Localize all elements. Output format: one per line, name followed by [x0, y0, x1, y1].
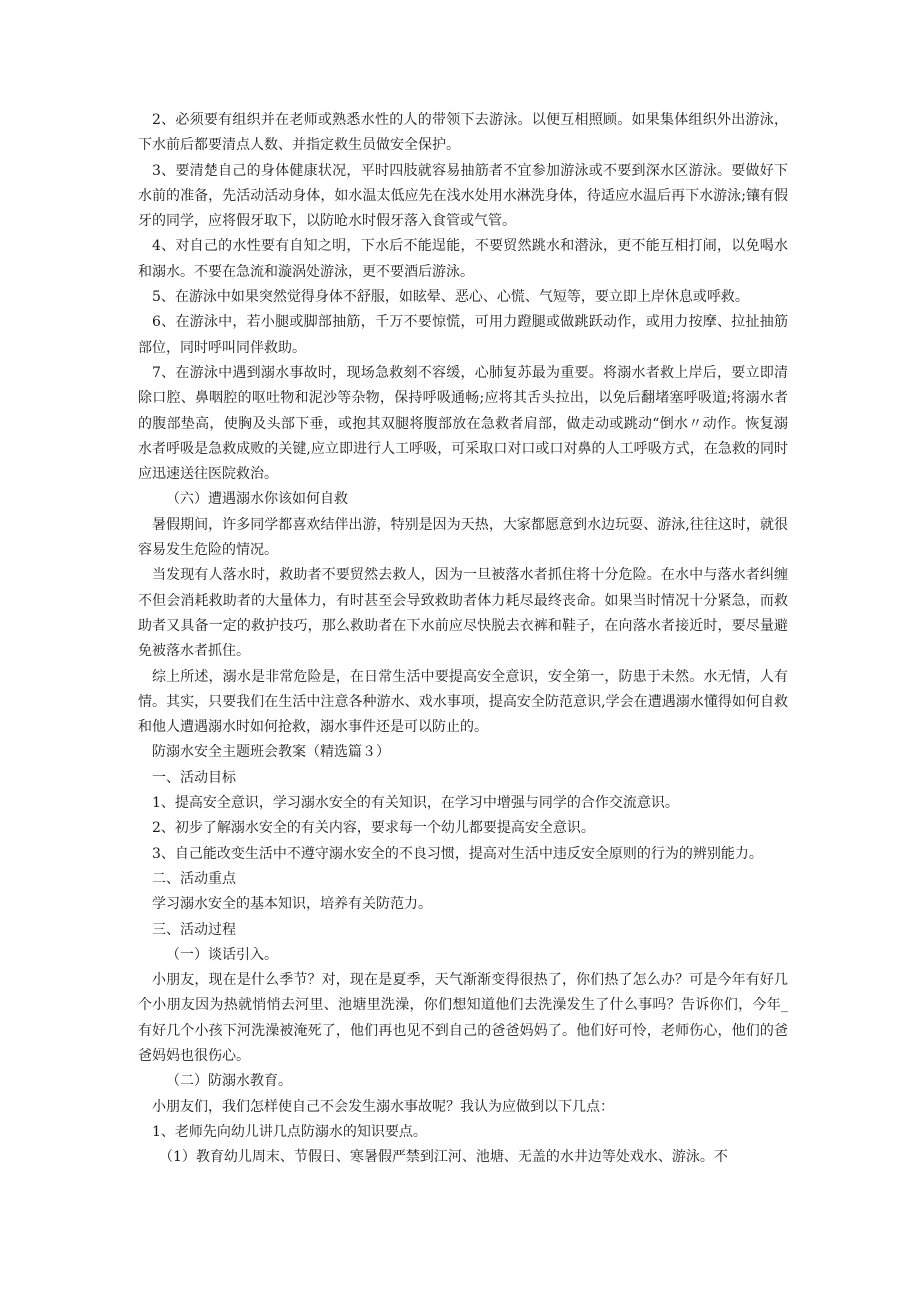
- paragraph: 学习溺水安全的基本知识，培养有关防范力。: [152, 896, 432, 913]
- section-heading: （一）谈话引入。: [166, 946, 278, 963]
- paragraph: 6、在游泳中，若小腿或脚部抽筋，千万不要惊慌，可用力蹬腿或做跳跃动作，或用力按摩、拉扯抽筋部位，同时呼叫同伴救助。: [138, 314, 788, 356]
- paragraph: 3、自己能改变生活中不遵守溺水安全的不良习惯，提高对生活中违反安全原则的行为的辨别能力。: [152, 845, 763, 862]
- paragraph: 4、对自己的水性要有自知之明，下水后不能逞能，不要贸然跳水和潜泳，更不能互相打闹，以免喝水和溺水。不要在急流和漩涡处游泳，更不要酒后游泳。: [138, 238, 788, 280]
- paragraph: 1、提高安全意识，学习溺水安全的有关知识，在学习中增强与同学的合作交流意识。: [152, 795, 679, 812]
- paragraph: 小朋友们，我们怎样使自己不会发生溺水事故呢？我认为应做到以下几点：: [152, 1098, 614, 1115]
- paragraph: 1、老师先向幼儿讲几点防溺水的知识要点。: [152, 1123, 427, 1140]
- section-heading: （六）遭遇溺水你该如何自救: [166, 491, 348, 508]
- paragraph: 小朋友，现在是什么季节？对，现在是夏季，天气渐渐变得很热了，你们热了怎么办？可是今年有好几个小朋友因为热就悄悄去河里、池塘里洗澡，你们想知道他们去洗澡发生了什么事吗？告诉你们，今年_有好几个小孩下河洗澡被淹死了，他们再也见不到自己的爸爸妈妈了。他们好可怜，老师伤心，他们的爸爸妈妈也很伤心。: [138, 972, 788, 1064]
- section-heading: 二、活动重点: [152, 870, 236, 887]
- document-page: [138, 108, 788, 1170]
- paragraph: 7、在游泳中遇到溺水事故时，现场急救刻不容缓，心肺复苏最为重要。将溺水者救上岸后，要立即清除口腔、鼻咽腔的呕吐物和泥沙等杂物，保持呼吸通畅;应将其舌头拉出，以免后翻堵塞呼吸道;将溺水者的腹部垫高，使胸及头部下垂，或抱其双腿将腹部放在急救者肩部，做走动或跳动“倒水〃动作。恢复溺水者呼吸是急救成败的关键,应立即进行人工呼吸，可采取口对口或口对鼻的人工呼吸方式，在急救的同时应迅速送往医院救治。: [138, 364, 788, 483]
- paragraph: （1）教育幼儿周末、节假日、寒暑假严禁到江河、池塘、无盖的水井边等处戏水、游泳。不: [159, 1149, 728, 1166]
- paragraph: 2、初步了解溺水安全的有关内容，要求每一个幼儿都要提高安全意识。: [152, 820, 595, 837]
- section-heading: 三、活动过程: [152, 921, 236, 938]
- section-heading: 防溺水安全主题班会教案（精选篇３）: [152, 744, 390, 761]
- paragraph: 5、在游泳中如果突然觉得身体不舒服，如眩晕、恶心、心慌、气短等，要立即上岸休息或呼救。: [152, 289, 749, 306]
- paragraph: 暑假期间，许多同学都喜欢结伴出游，特别是因为天热，大家都愿意到水边玩耍、游泳,往往这时，就很容易发生危险的情况。: [138, 516, 788, 559]
- section-heading: （二）防溺水教育。: [166, 1073, 292, 1090]
- paragraph: 3、要清楚自己的身体健康状况，平时四肢就容易抽筋者不宜参加游泳或不要到深水区游泳。要做好下水前的准备，先活动活动身体，如水温太低应先在浅水处用水淋洗身体，待适应水温后再下水游泳;镶有假牙的同学，应将假牙取下，以防呛水时假牙落入食管或气管。: [138, 162, 788, 230]
- paragraph: 当发现有人落水时，救助者不要贸然去救人，因为一旦被落水者抓住将十分危险。在水中与落水者纠缠不但会消耗救助者的大量体力，有时甚至会导致救助者体力耗尽最终丧命。如果当时情况十分紧急，而救助者又具备一定的救护技巧，那么救助者在下水前应尽快脱去衣裤和鞋子，在向落水者接近时，要尽量避免被落水者抓住。: [138, 567, 788, 660]
- paragraph: 2、必须要有组织并在老师或熟悉水性的人的带领下去游泳。以便互相照顾。如果集体组织外出游泳，下水前后都要清点人数、并指定救生员做安全保护。: [138, 112, 788, 154]
- paragraph: 综上所述，溺水是非常危险是，在日常生活中要提高安全意识，安全第一，防患于未然。水无情，人有情。其实，只要我们在生活中注意各种游水、戏水事项，提高安全防范意识,学会在遭遇溺水懂得如何自救和他人遭遇溺水时如何抢救，溺水事件还是可以防止的。: [138, 668, 788, 736]
- section-heading: 一、活动目标: [152, 769, 236, 786]
